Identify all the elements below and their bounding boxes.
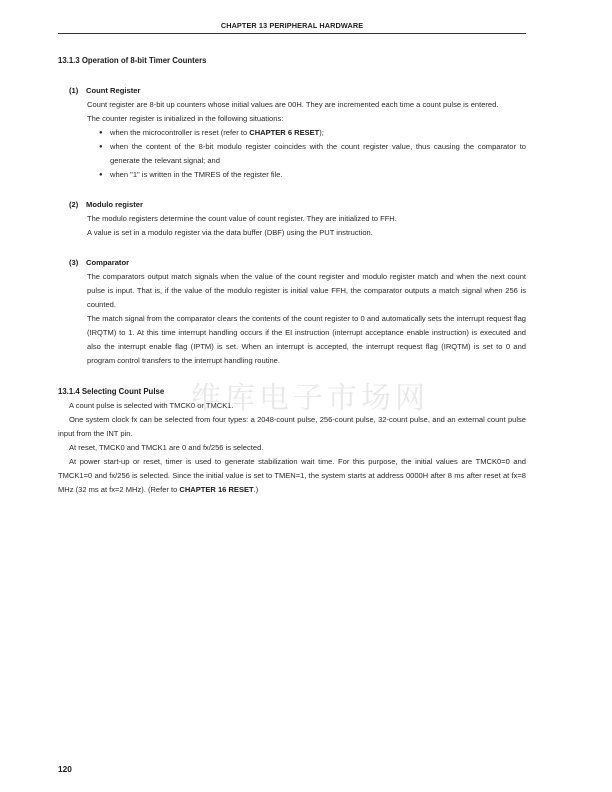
section-heading: 13.1.3 Operation of 8-bit Timer Counters [58, 56, 207, 65]
item-number: (2) [69, 200, 79, 209]
item-title-text: Count Register [86, 86, 141, 95]
bullet-item [99, 168, 526, 182]
chapter-reference: CHAPTER 16 RESET [179, 485, 254, 494]
chapter-reference: CHAPTER 6 RESET [249, 128, 320, 137]
page-number: 120 [58, 764, 72, 774]
watermark: 维库电子市场网 [191, 381, 429, 416]
item-title [58, 198, 526, 212]
item-title [58, 84, 526, 98]
paragraph [58, 455, 526, 497]
paragraph: The counter register is initialized in the following situations: [87, 114, 284, 123]
bullet-text: when the content of the 8-bit modulo register coincides with the count register value, thus causing the comparator to generate the relevant signal; and [110, 142, 526, 165]
paragraph: Count register are 8-bit up counters whose initial values are 00H. They are incremented each time a count pulse is entered. [87, 100, 499, 109]
bullet-icon: ● [99, 130, 103, 136]
bullet-item [99, 126, 526, 140]
bullet-icon: ● [99, 172, 103, 178]
section-13-1-4 [58, 385, 526, 497]
item-number: (1) [69, 86, 79, 95]
paragraph: At reset, TMCK0 and TMCK1 are 0 and fx/256 is selected. [69, 443, 264, 452]
item-body [58, 270, 526, 368]
paragraph-text-end: .) [253, 485, 259, 494]
item-title-text: Comparator [86, 258, 130, 267]
item-body [58, 98, 526, 182]
bullet-text: when the microcontroller is reset (refer to [110, 128, 250, 137]
running-header: CHAPTER 13 PERIPHERAL HARDWARE [220, 21, 364, 30]
item-comparator [58, 256, 526, 368]
item-count-register [58, 84, 526, 182]
bullet-list [87, 126, 526, 182]
item-title-text: Modulo register [86, 200, 143, 209]
bullet-icon: ● [99, 144, 103, 150]
item-title [58, 256, 526, 270]
paragraph: The match signal from the comparator clears the contents of the count register to 0 and automatically sets the interrupt request flag (IRQTM) to 1. At this time interrupt handling occurs if the EI instruction (interrupt acceptance enable instruction) is executed and also the interrupt enable flag (IPTM) is set. When an interrupt is accepted, the interrupt request flag (IRQTM) is set to 0 and program control transfers to the interrupt handling routine. [87, 314, 526, 365]
item-body [58, 212, 526, 240]
item-modulo-register [58, 198, 526, 240]
page-content [58, 54, 526, 497]
bullet-text: when "1" is written in the TMRES of the register file. [110, 170, 283, 179]
paragraph: The modulo registers determine the count value of count register. They are initialized to FFH. [87, 214, 397, 223]
header-rule [58, 33, 526, 34]
paragraph: A value is set in a modulo register via the data buffer (DBF) using the PUT instruction. [87, 228, 373, 237]
section-heading: 13.1.4 Selecting Count Pulse [58, 387, 165, 396]
paragraph: One system clock fx can be selected from four types: a 2048-count pulse, 256-count pulse, 32-count pulse, and an external count pulse input from the INT pin. [58, 415, 526, 438]
bullet-item [99, 140, 526, 168]
section-13-1-3 [58, 54, 526, 368]
item-number: (3) [69, 258, 79, 267]
paragraph-text: At power start-up or reset, timer is used to generate stabilization wait time. For this purpose, the initial values are TMCK0=0 and TMCK1=0 and fx/256 is selected. Since the initial value is set to TMEN=1, the system starts at address 0000H after 8 ms after reset at fx=8 MHz (32 ms at fx=2 MHz). (Refer to [58, 457, 526, 494]
paragraph: The comparators output match signals when the value of the count register and modulo register match and when the next count pulse is input. That is, if the value of the modulo register is initial value FFH, the comparator outputs a match signal when 256 is counted. [87, 272, 526, 309]
paragraph: A count pulse is selected with TMCK0 or TMCK1. [69, 401, 234, 410]
bullet-text-end: ); [319, 128, 324, 137]
